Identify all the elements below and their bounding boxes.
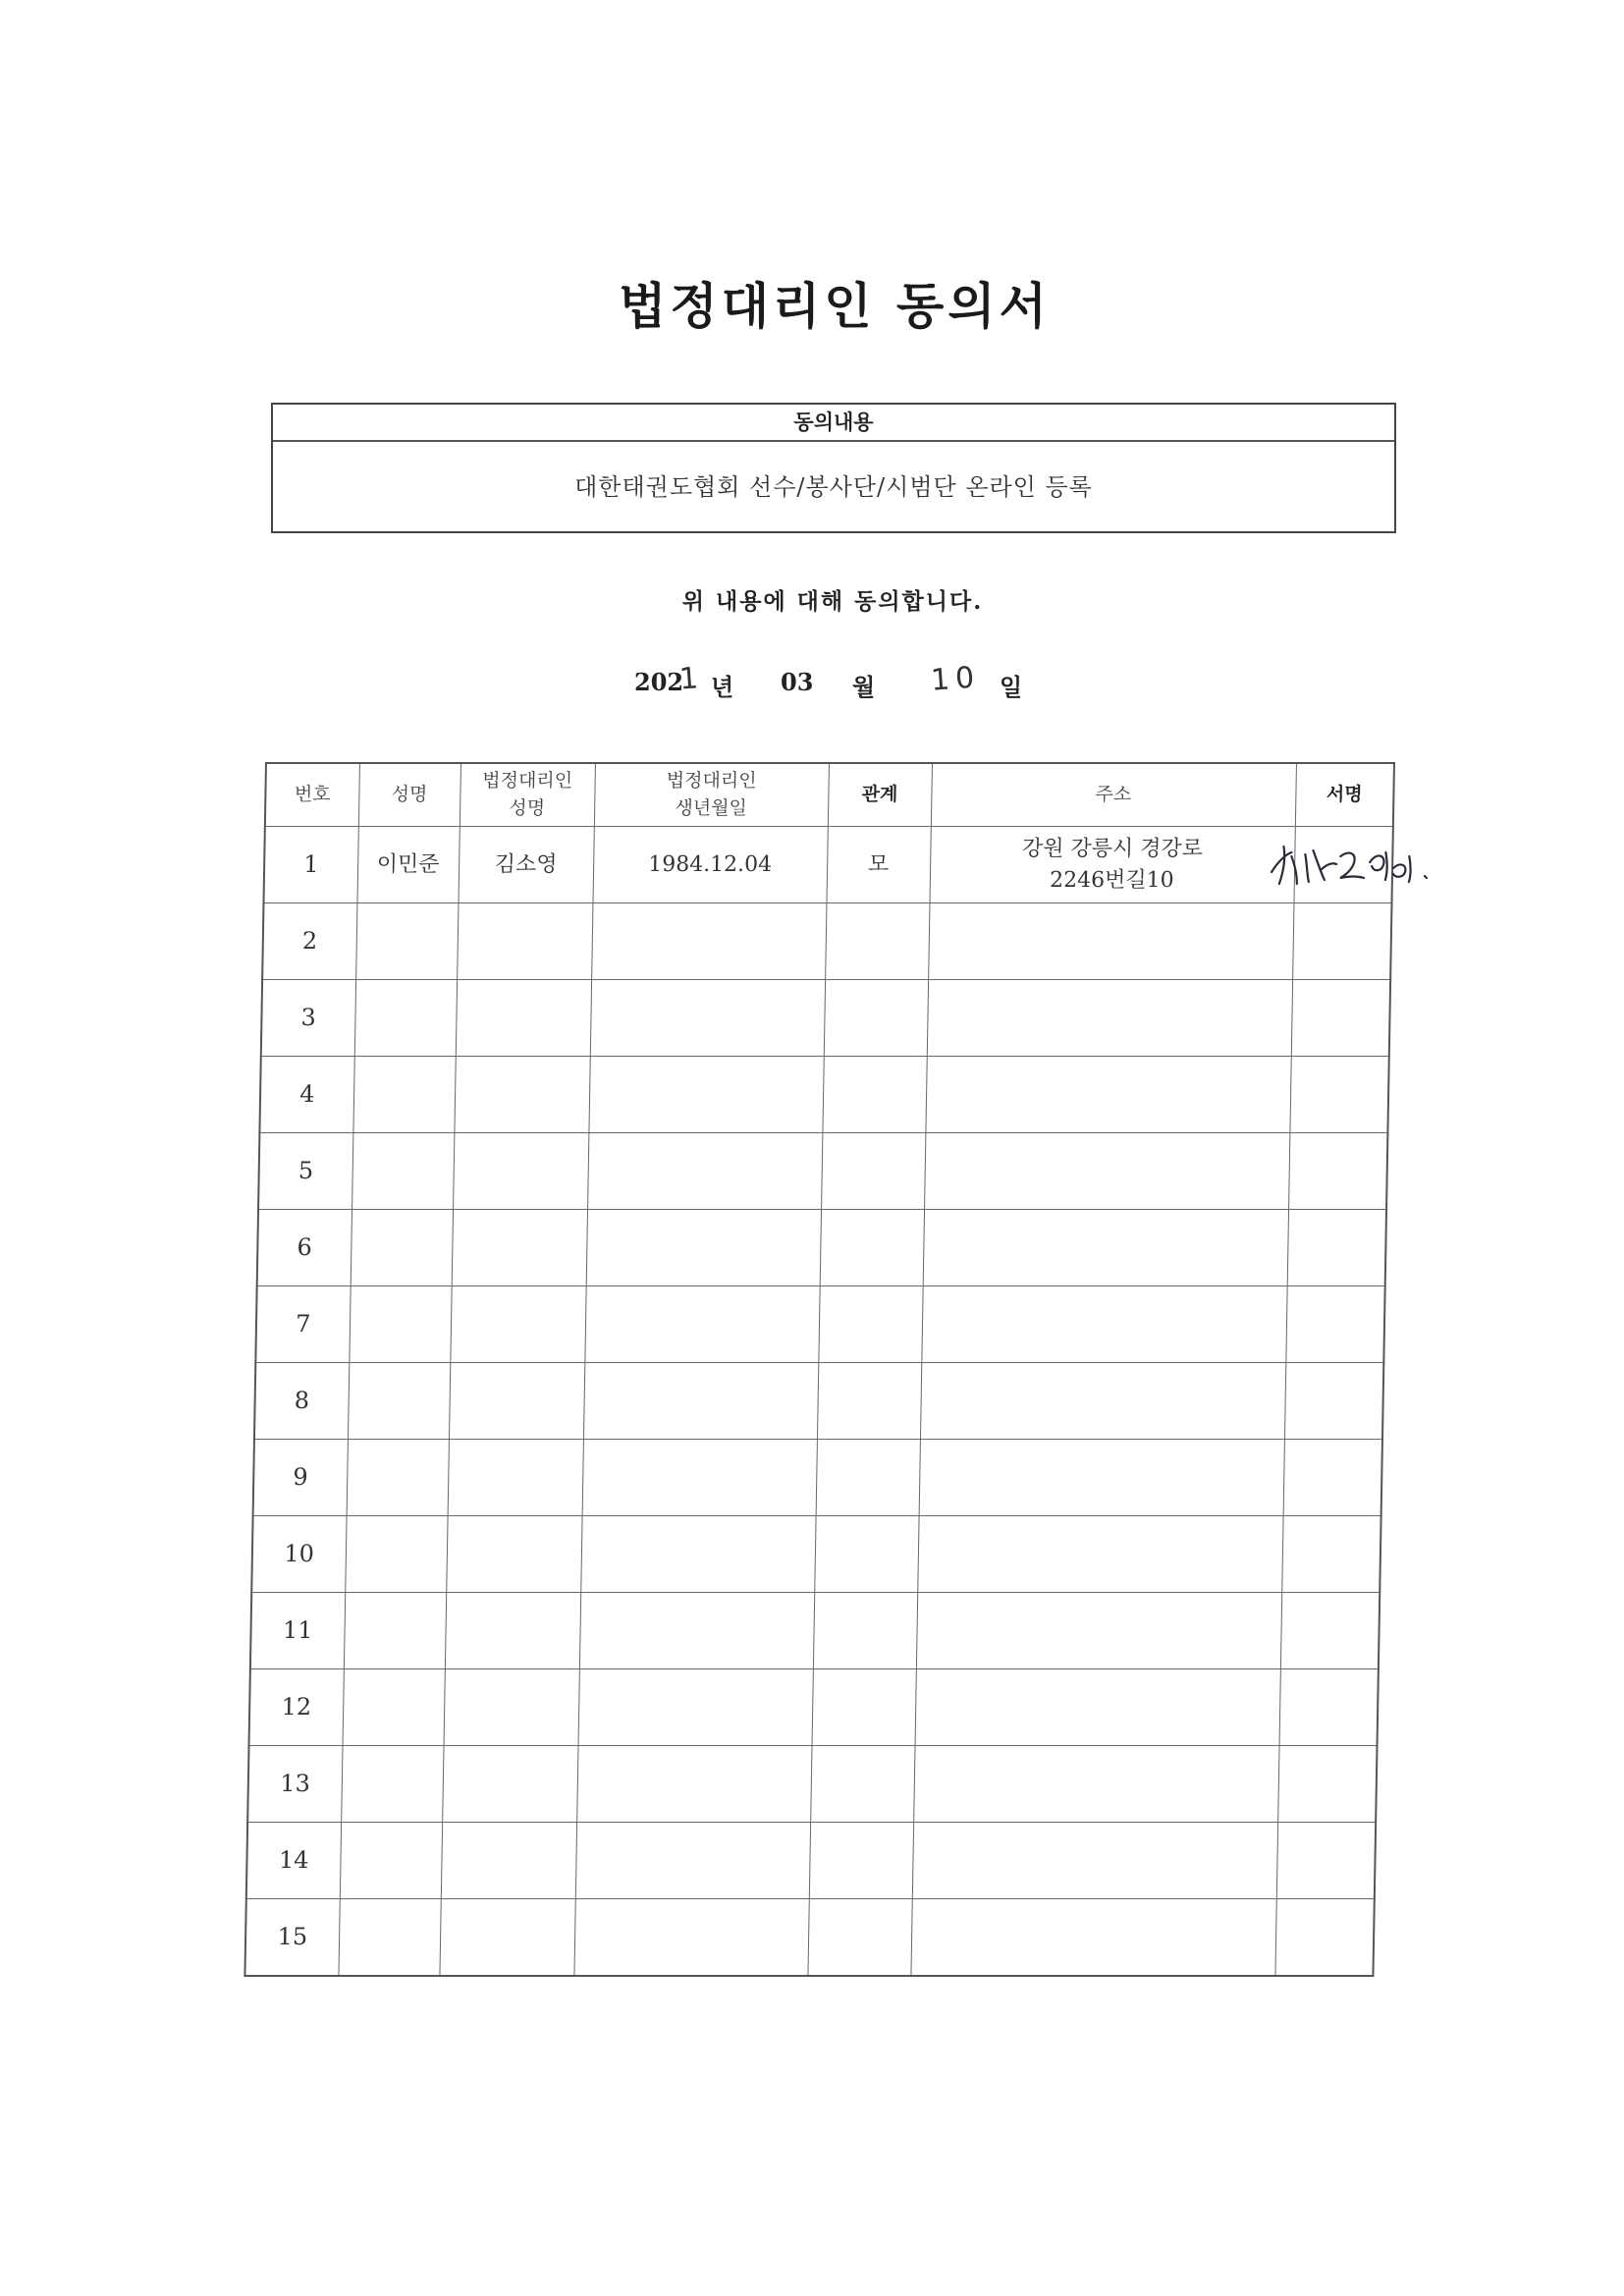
signature-stroke (1339, 853, 1363, 878)
cell-guardian-name (441, 1823, 576, 1899)
header-relation-line: 관계 (861, 783, 898, 805)
cell-address (921, 1286, 1286, 1363)
table-row (255, 1286, 1384, 1363)
cell-relation (822, 1057, 926, 1133)
table-row (244, 1899, 1374, 1977)
table-row (262, 903, 1391, 980)
cell-guardian-birthdate (579, 1593, 814, 1669)
header-number (265, 763, 359, 827)
signature-stroke (1271, 847, 1297, 884)
cell-address (920, 1363, 1285, 1440)
cell-relation (807, 1899, 911, 1977)
cell-guardian-name (439, 1899, 574, 1977)
cell-guardian-birthdate (588, 1057, 823, 1133)
header-guardian-name (460, 763, 595, 827)
cell-name (343, 1669, 445, 1746)
cell-name (352, 1057, 455, 1133)
cell-address (919, 1440, 1284, 1516)
date-day-handwritten: 10 (929, 660, 982, 698)
cell-number: 14 (246, 1823, 341, 1899)
cell-signature (1276, 1823, 1376, 1899)
header-number-line: 번호 (294, 783, 331, 805)
cell-number: 2 (262, 903, 356, 980)
header-signature-line: 서명 (1326, 783, 1363, 805)
header-signature (1295, 763, 1394, 827)
cell-name (340, 1823, 442, 1899)
cell-relation: 모 (826, 827, 930, 903)
cell-address (917, 1516, 1282, 1593)
cell-address (928, 903, 1293, 980)
cell-guardian-birthdate (578, 1669, 813, 1746)
cell-name (348, 1363, 450, 1440)
cell-signature (1280, 1593, 1380, 1669)
consent-box-header: 동의내용 (273, 405, 1394, 442)
cell-name (344, 1593, 446, 1669)
cell-address (913, 1746, 1278, 1823)
table-row (259, 1057, 1388, 1133)
cell-number: 1 (263, 827, 357, 903)
cell-address (915, 1669, 1280, 1746)
cell-address (916, 1593, 1281, 1669)
header-guardian-birthdate-line: 생년월일 (675, 796, 748, 819)
header-name (358, 763, 460, 827)
address-line: 2246번길10 (1049, 867, 1174, 893)
cell-number: 15 (244, 1899, 339, 1977)
cell-relation (810, 1746, 914, 1823)
header-guardian-birthdate (594, 763, 829, 827)
agreement-statement: 위 내용에 대해 동의합니다. (681, 588, 984, 615)
cell-number: 9 (253, 1440, 348, 1516)
cell-name (352, 1133, 454, 1210)
date-day-unit: 일 (1000, 673, 1023, 701)
guardian-table-wrapper (244, 762, 1393, 1977)
cell-signature (1289, 1057, 1388, 1133)
cell-number: 13 (247, 1746, 342, 1823)
signature-stroke (1424, 876, 1426, 878)
cell-guardian-name (452, 1210, 587, 1286)
cell-name (341, 1746, 443, 1823)
cell-signature (1292, 903, 1391, 980)
cell-relation (824, 980, 928, 1057)
cell-number: 12 (249, 1669, 344, 1746)
cell-address (924, 1133, 1289, 1210)
cell-name: 이민준 (356, 827, 459, 903)
cell-name (349, 1286, 451, 1363)
handwritten-signature (1261, 833, 1438, 894)
cell-number: 11 (250, 1593, 345, 1669)
table-row (249, 1669, 1379, 1746)
header-guardian-birthdate-line: 법정대리인 (666, 769, 757, 792)
cell-guardian-name (456, 980, 591, 1057)
date-month-unit: 월 (852, 673, 876, 701)
cell-signature (1281, 1516, 1380, 1593)
cell-guardian-birthdate: 1984.12.04 (592, 827, 827, 903)
cell-number: 8 (254, 1363, 349, 1440)
cell-signature (1279, 1669, 1379, 1746)
cell-guardian-name (448, 1440, 583, 1516)
cell-number: 4 (259, 1057, 353, 1133)
cell-guardian-birthdate (591, 903, 826, 980)
cell-guardian-name (457, 903, 592, 980)
cell-guardian-birthdate (587, 1133, 822, 1210)
cell-signature (1277, 1746, 1377, 1823)
cell-relation (821, 1133, 925, 1210)
header-address-line: 주소 (1095, 783, 1132, 805)
header-address (931, 763, 1296, 827)
cell-name (338, 1899, 440, 1977)
cell-guardian-name (446, 1516, 581, 1593)
cell-signature (1291, 980, 1390, 1057)
cell-signature (1284, 1363, 1383, 1440)
cell-relation (818, 1286, 922, 1363)
cell-relation (820, 1210, 924, 1286)
table-row (263, 827, 1392, 903)
header-guardian-name-line: 성명 (509, 796, 546, 819)
cell-address (929, 827, 1294, 903)
table-row (247, 1746, 1377, 1823)
cell-signature (1288, 1133, 1387, 1210)
cell-signature (1274, 1899, 1374, 1977)
cell-number: 7 (255, 1286, 350, 1363)
header-relation (828, 763, 932, 827)
table-row (258, 1133, 1387, 1210)
cell-address (910, 1899, 1275, 1977)
cell-guardian-name (454, 1057, 589, 1133)
cell-relation (816, 1440, 920, 1516)
header-name-line: 성명 (391, 783, 428, 805)
cell-relation (825, 903, 929, 980)
cell-guardian-birthdate (590, 980, 825, 1057)
cell-guardian-birthdate (573, 1899, 808, 1977)
cell-address (923, 1210, 1288, 1286)
cell-guardian-name: 김소영 (458, 827, 593, 903)
guardian-table (244, 762, 1395, 1977)
cell-name (354, 980, 457, 1057)
table-row (253, 1440, 1382, 1516)
cell-guardian-name (445, 1593, 580, 1669)
cell-name (345, 1516, 447, 1593)
signature-stroke (1392, 856, 1410, 882)
table-row (261, 980, 1390, 1057)
document-title: 법정대리인 동의서 (619, 277, 1051, 335)
cell-signature (1293, 827, 1392, 903)
cell-guardian-name (450, 1286, 585, 1363)
header-guardian-name-line: 법정대리인 (482, 769, 573, 792)
table-header-row (265, 763, 1394, 827)
cell-number: 5 (258, 1133, 352, 1210)
address-line: 강원 강릉시 경강로 (1021, 836, 1204, 861)
signature-stroke (1369, 852, 1386, 880)
table-row (254, 1363, 1383, 1440)
cell-relation (814, 1516, 918, 1593)
date-month: 03 (781, 668, 814, 696)
date-year-printed: 202 (634, 668, 684, 696)
table-row (250, 1593, 1380, 1669)
cell-signature (1285, 1286, 1384, 1363)
cell-guardian-birthdate (584, 1286, 819, 1363)
table-body (244, 827, 1392, 1977)
cell-name (351, 1210, 453, 1286)
cell-relation (809, 1823, 913, 1899)
cell-signature (1287, 1210, 1386, 1286)
cell-signature (1283, 1440, 1382, 1516)
consent-content-box (271, 403, 1396, 533)
cell-number: 6 (257, 1210, 352, 1286)
cell-number: 3 (261, 980, 355, 1057)
cell-address (912, 1823, 1277, 1899)
table-row (251, 1516, 1380, 1593)
cell-address (927, 980, 1292, 1057)
cell-relation (812, 1669, 916, 1746)
cell-guardian-name (444, 1669, 579, 1746)
consent-box-content: 대한태권도협회 선수/봉사단/시범단 온라인 등록 (574, 473, 1093, 501)
cell-guardian-name (442, 1746, 577, 1823)
cell-relation (817, 1363, 921, 1440)
cell-name (347, 1440, 449, 1516)
cell-guardian-birthdate (583, 1363, 818, 1440)
cell-guardian-name (449, 1363, 584, 1440)
table-row (257, 1210, 1386, 1286)
cell-guardian-name (453, 1133, 588, 1210)
date-year-unit: 년 (711, 673, 734, 701)
cell-guardian-birthdate (576, 1746, 811, 1823)
cell-guardian-birthdate (580, 1516, 815, 1593)
cell-number: 10 (251, 1516, 346, 1593)
cell-relation (813, 1593, 917, 1669)
cell-guardian-birthdate (575, 1823, 810, 1899)
cell-guardian-birthdate (582, 1440, 817, 1516)
cell-guardian-birthdate (586, 1210, 821, 1286)
cell-name (355, 903, 458, 980)
signature-stroke (1304, 850, 1336, 882)
date-year-handwritten: 1 (677, 661, 700, 697)
table-row (246, 1823, 1376, 1899)
cell-address (925, 1057, 1290, 1133)
